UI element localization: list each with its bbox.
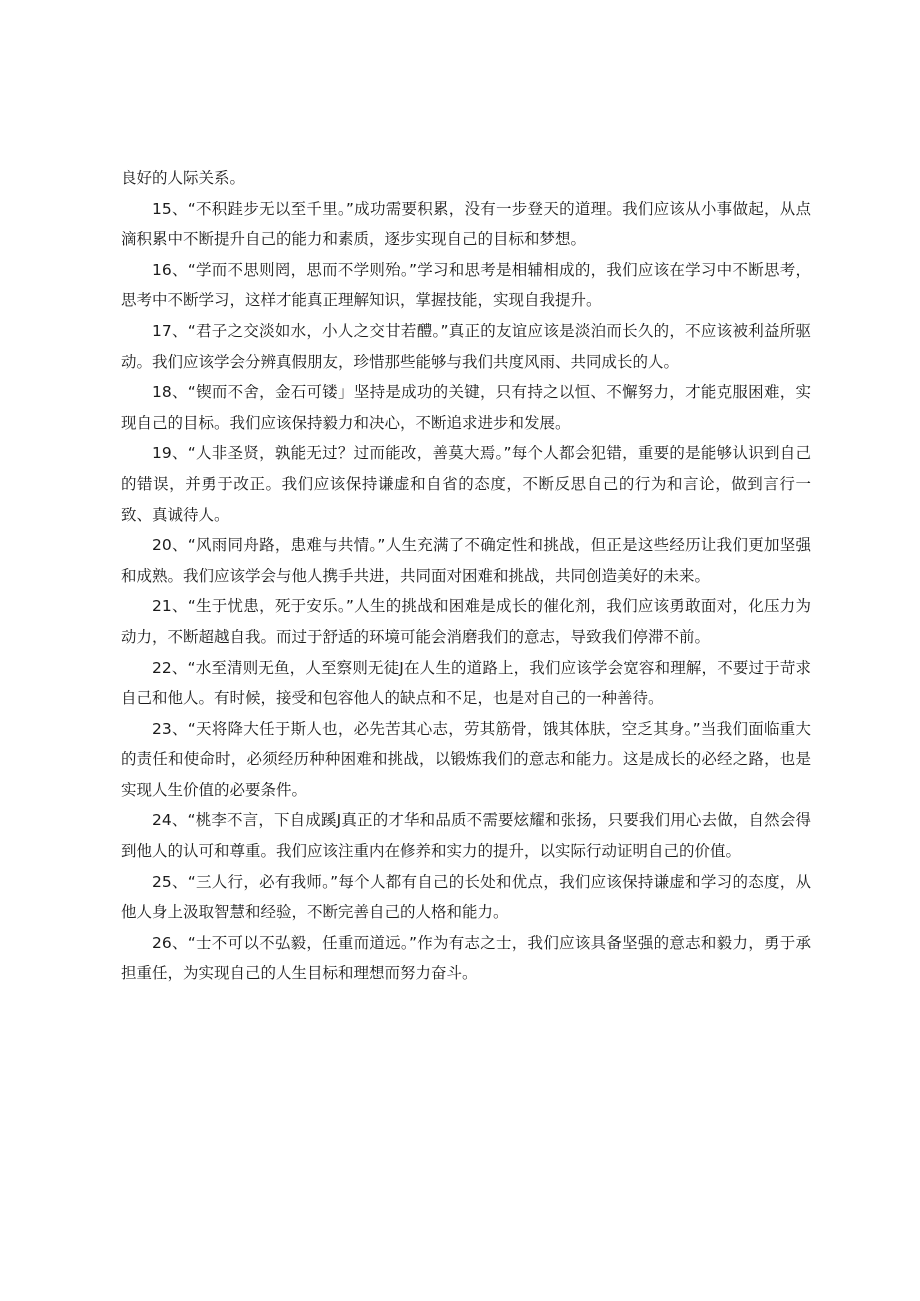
paragraph-25: 25、“三人行，必有我师。”每个人都有自己的长处和优点，我们应该保持谦虚和学习的态度，从他人身上汲取智慧和经验，不断完善自己的人格和能力。 (121, 872, 811, 922)
paragraph-17: 17、“君子之交淡如水，小人之交甘若醴。”真正的友谊应该是淡泊而长久的，不应该被利益所驱动。我们应该学会分辨真假朋友，珍惜那些能够与我们共度风雨、共同成长的人。 (121, 321, 811, 371)
paragraph-22: 22、“水至清则无鱼，人至察则无徒J在人生的道路上，我们应该学会宽容和理解，不要过于苛求自己和他人。有时候，接受和包容他人的缺点和不足，也是对自己的一种善待。 (121, 658, 811, 708)
paragraph-20: 20、“风雨同舟路，患难与共情。”人生充满了不确定性和挑战，但正是这些经历让我们更加坚强和成熟。我们应该学会与他人携手共进，共同面对困难和挑战，共同创造美好的未来。 (121, 536, 811, 585)
paragraph-19: 19、“人非圣贤，孰能无过？过而能改，善莫大焉。”每个人都会犯错，重要的是能够认识到自己的错误，并勇于改正。我们应该保持谦虚和自省的态度，不断反思自己的行为和言论，做到言行一致、真诚待人。 (121, 444, 811, 524)
paragraph-15: 15、“不积跬步无以至千里。”成功需要积累，没有一步登天的道理。我们应该从小事做起，从点滴积累中不断提升自己的能力和素质，逐步实现自己的目标和梦想。 (121, 199, 811, 249)
paragraph-23: 23、“天将降大任于斯人也，必先苦其心志，劳其筋骨，饿其体肤，空乏其身。”当我们面临重大的责任和使命时，必须经历种种困难和挑战，以锻炼我们的意志和能力。这是成长的必经之路，也是实现人生价值的必要条件。 (121, 719, 811, 799)
paragraph-21: 21、“生于忧患，死于安乐。”人生的挑战和困难是成长的催化剂，我们应该勇敢面对，化压力为动力，不断超越自我。而过于舒适的环境可能会消磨我们的意志，导致我们停滞不前。 (121, 597, 811, 646)
lead-paragraph: 良好的人际关系。 (121, 169, 246, 187)
paragraph-24: 24、“桃李不言，下自成蹊J真正的才华和品质不需要炫耀和张扬，只要我们用心去做，自然会得到他人的认可和尊重。我们应该注重内在修养和实力的提升，以实际行动证明自己的价值。 (121, 811, 811, 861)
document-body (121, 163, 811, 989)
paragraph-18: 18、“锲而不舍，金石可镂」坚持是成功的关键，只有持之以恒、不懈努力，才能克服困难，实现自己的目标。我们应该保持毅力和决心，不断追求进步和发展。 (121, 383, 811, 432)
paragraph-16: 16、“学而不思则罔，思而不学则殆。”学习和思考是相辅相成的，我们应该在学习中不断思考，思考中不断学习，这样才能真正理解知识，掌握技能，实现自我提升。 (121, 260, 811, 310)
paragraph-26: 26、“士不可以不弘毅，任重而道远。”作为有志之士，我们应该具备坚强的意志和毅力，勇于承担重任，为实现自己的人生目标和理想而努力奋斗。 (121, 933, 811, 983)
